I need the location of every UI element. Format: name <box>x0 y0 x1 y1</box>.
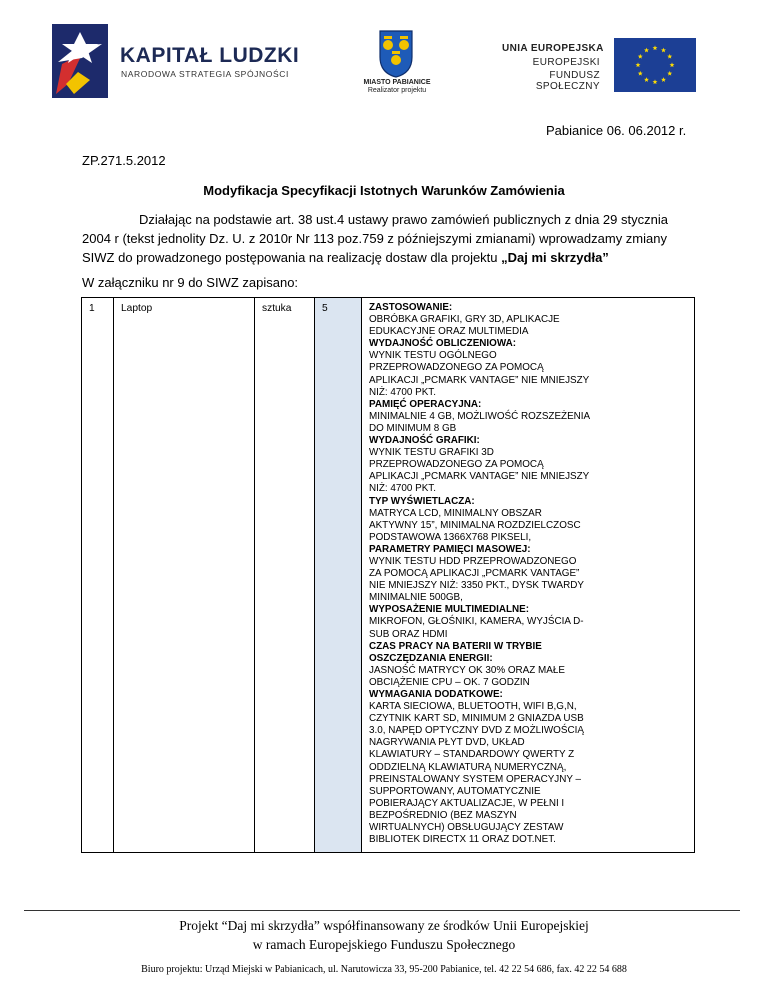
city-name: MIASTO PABIANICE <box>363 79 431 86</box>
spec-text: OBRÓBKA GRAFIKI, GRY 3D, APLIKACJE EDUKACYJNE ORAZ MULTIMEDIA <box>369 314 560 338</box>
footer-project-line: Projekt “Daj mi skrzydła” współfinansowany ze środków Unii Europejskiej <box>179 918 589 933</box>
eu-label-line2: EUROPEJSKI <box>532 57 600 68</box>
project-name: „Daj mi skrzydła” <box>501 250 609 265</box>
eu-flag-icon <box>614 38 696 92</box>
paragraph-line-3-text: SIWZ do prowadzonego postępowania na realizację dostaw dla projektu <box>82 250 502 265</box>
spec-text: WYNIK TESTU GRAFIKI 3D PRZEPROWADZONEGO ZA POMOCĄ APLIKACJI „PCMARK VANTAGE” NIE MNIEJSZY NIŻ: 4700 PKT. <box>369 447 590 495</box>
spec-heading: ZASTOSOWANIE: <box>369 302 453 313</box>
spec-text: KARTA SIECIOWA, BLUETOOTH, WIFI B,G,N, CZYTNIK KART SD, MINIMUM 2 GNIAZDA USB 3.0, NAPĘD OPTYCZNY DVD Z MOŻLIWOŚCIĄ NAGRYWANIA PŁYT DVD, UKŁAD KLAWIATURY – STANDARDOWY QWERTY Z ODDZIELNĄ KLAWIATURĄ NUMERYCZNĄ, PREINSTALOWANY SYSTEM OPERACYJNY – SUPPORTOWANY, AUTOMATYCZNIE POBIERAJĄCY AKTUALIZACJE, W PEŁNI I BEZPOŚREDNIO (BEZ MASZYN WIRTUALNYCH) OBSŁUGUJĄCY ZESTAW BIBLIOTEK DIRECTX 11 ORAZ DOT.NET. <box>369 701 584 846</box>
eu-label-line3: FUNDUSZ SPOŁECZNY <box>535 70 600 92</box>
kapital-ludzki-logo <box>52 24 108 98</box>
spec-text: JASNOŚĆ MATRYCY OK 30% ORAZ MAŁE OBCIĄŻENIE CPU – OK. 7 GODZIN <box>369 664 565 688</box>
cell-unit: sztuka <box>255 298 315 852</box>
intro-paragraph <box>82 210 692 267</box>
city-subtitle: Realizator projektu <box>367 87 427 94</box>
spec-heading: CZAS PRACY NA BATERII W TRYBIE OSZCZĘDZANIA ENERGII: <box>369 640 542 664</box>
kapital-ludzki-subtitle: NARODOWA STRATEGIA SPÓJNOŚCI <box>121 69 289 79</box>
spec-heading: WYPOSAŻENIE MULTIMEDIALNE: <box>369 604 530 616</box>
cell-lp: 1 <box>82 298 114 852</box>
spec-text: MIKROFON, GŁOŚNIKI, KAMERA, WYJŚCIA D- SUB ORAZ HDMI <box>369 616 584 640</box>
spec-heading: WYDAJNOŚĆ OBLICZENIOWA: <box>369 338 517 350</box>
spec-text: WYNIK TESTU OGÓLNEGO PRZEPROWADZONEGO ZA POMOCĄ APLIKACJI „PCMARK VANTAGE” NIE MNIEJSZY NIŻ: 4700 PKT. <box>369 350 590 398</box>
footer-fund-line: w ramach Europejskiego Funduszu Społecznego <box>252 937 516 952</box>
specification-table <box>81 297 695 853</box>
document-title: Modyfikacja Specyfikacji Istotnych Warunków Zamówienia <box>203 183 565 198</box>
spec-heading: PARAMETRY PAMIĘCI MASOWEJ: <box>369 543 531 555</box>
spec-text: MATRYCA LCD, MINIMALNY OBSZAR AKTYWNY 15”, MINIMALNA ROZDZIELCZOSC PODSTAWOWA 1366X768 PIKSELI, <box>369 507 581 543</box>
footer-divider <box>24 910 740 911</box>
spec-text: MINIMALNIE 4 GB, MOŻLIWOŚĆ ROZSZEŻENIA DO MINIMUM 8 GB <box>369 410 591 434</box>
document-date: Pabianice 06. 06.2012 r. <box>546 123 687 138</box>
spec-heading: WYDAJNOŚĆ GRAFIKI: <box>369 435 480 447</box>
spec-text: WYNIK TESTU HDD PRZEPROWADZONEGO ZA POMOCĄ APLIKACJI „PCMARK VANTAGE” NIE MNIEJSZY NIŻ: 3350 PKT., DYSK TWARDY MINIMALNIE 500GB, <box>369 555 584 604</box>
cell-item-name: Laptop <box>114 298 255 852</box>
footer-office-address: Biuro projektu: Urząd Miejski w Pabianicach, ul. Narutowicza 33, 95-200 Pabianice, tel. 42 22 54 686, fax. 42 22 54 688 <box>141 964 627 975</box>
paragraph-line-1: Działając na podstawie art. 38 ust.4 ustawy prawo zamówień publicznych z dnia 29 stycznia <box>139 212 668 227</box>
spec-heading: PAMIĘĆ OPERACYJNA: <box>369 398 482 410</box>
cell-quantity: 5 <box>315 298 362 852</box>
city-crest-icon <box>366 27 426 79</box>
spec-heading: TYP WYŚWIETLACZA: <box>369 495 475 507</box>
eu-label-line1: UNIA EUROPEJSKA <box>502 43 604 54</box>
reference-number: ZP.271.5.2012 <box>82 153 166 168</box>
paragraph-line-3 <box>82 248 692 267</box>
kapital-ludzki-title: KAPITAŁ LUDZKI <box>120 44 300 67</box>
cell-specification <box>362 298 696 852</box>
paragraph-line-2: 2004 r (tekst jednolity Dz. U. z 2010r Nr 113 poz.759 z późniejszymi zmianami) wprowadzamy zmiany <box>82 231 667 246</box>
attachment-intro: W załączniku nr 9 do SIWZ zapisano: <box>82 275 299 290</box>
spec-heading: WYMAGANIA DODATKOWE: <box>369 689 503 700</box>
